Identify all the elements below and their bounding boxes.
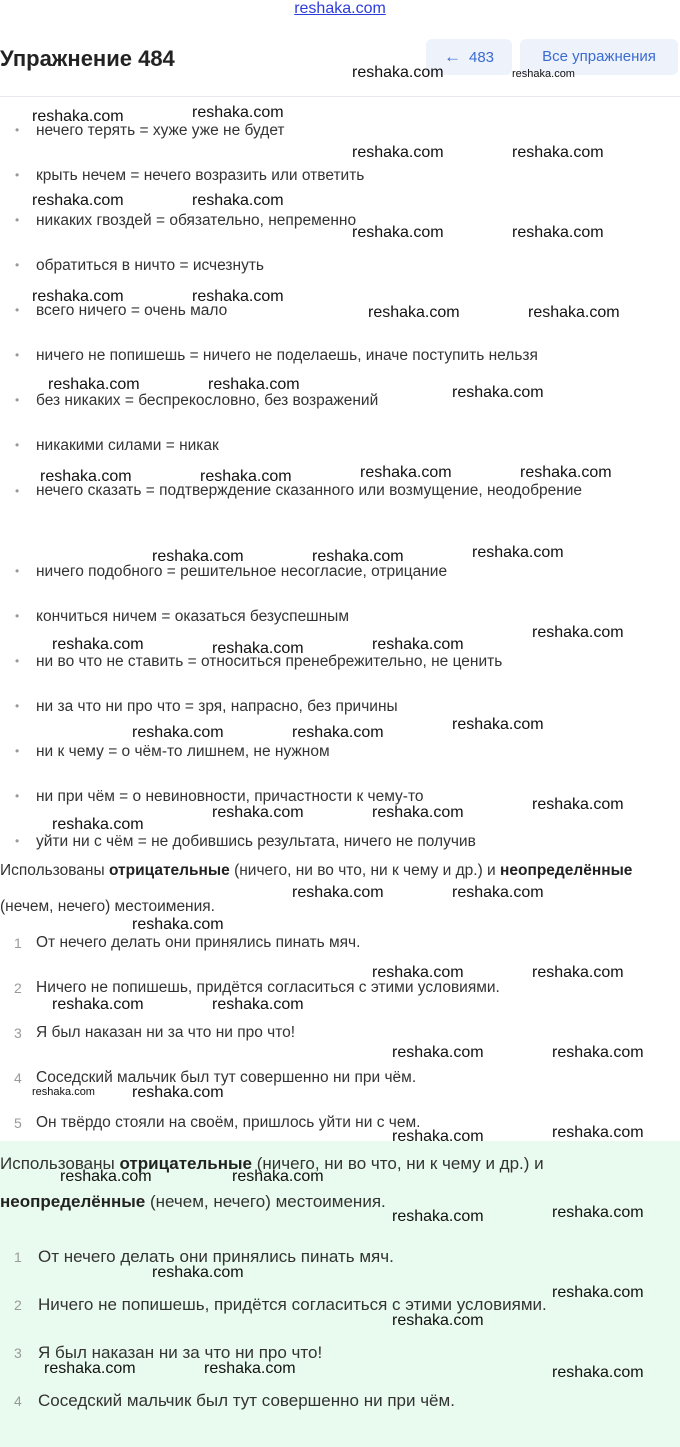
answer-block [0, 1141, 680, 1447]
all-exercises-button[interactable]: Все упражнения [520, 39, 678, 75]
list-item: 5 Он твёрдо стояли на своём, пришлось уйти ни с чем. [14, 1114, 421, 1131]
exercise-header [0, 36, 680, 97]
watermark: reshaka.com [532, 624, 624, 641]
watermark: reshaka.com [232, 1168, 324, 1185]
watermark: reshaka.com [452, 716, 544, 733]
watermark: reshaka.com [352, 144, 444, 161]
list-item: 4 Соседский мальчик был тут совершенно ни при чём. [14, 1069, 417, 1086]
watermark: reshaka.com [312, 548, 404, 565]
watermark: reshaka.com [372, 964, 464, 981]
watermark: reshaka.com [52, 816, 144, 833]
watermark: reshaka.com [392, 1312, 484, 1329]
list-item: • кончиться ничем = оказаться безуспешным [0, 594, 680, 639]
watermark: reshaka.com [452, 884, 544, 901]
watermark: reshaka.com [292, 724, 384, 741]
list-item: 3 Я был наказан ни за что ни про что! [14, 1343, 323, 1362]
watermark: reshaka.com [192, 288, 284, 305]
pronoun-note: Использованы отрицательные (ничего, ни во что, ни к чему и др.) и неопределённые (нечем, нечего) местоимения. [0, 862, 633, 915]
watermark: reshaka.com [512, 68, 575, 80]
watermark: reshaka.com [204, 1360, 296, 1377]
list-item: • уйти ни с чём = не добившись результата, ничего не получив [0, 819, 680, 864]
list-item: 1 От нечего делать они принялись пинать мяч. [14, 934, 361, 951]
watermark: reshaka.com [32, 192, 124, 209]
list-item: 3 Я был наказан ни за что ни про что! [14, 1024, 296, 1041]
watermark: reshaka.com [52, 636, 144, 653]
list-item: • нечего сказать = подтверждение сказанного или возмущение, неодобрение [0, 468, 680, 549]
watermark: reshaka.com [292, 884, 384, 901]
list-item: • ни к чему = о чём-то лишнем, не нужном [0, 729, 680, 774]
watermark: reshaka.com [532, 796, 624, 813]
watermark: reshaka.com [212, 640, 304, 657]
arrow-left-icon: ← [443, 47, 461, 66]
list-item: • ни во что не ставить = относиться пренебрежительно, не ценить [0, 639, 680, 684]
watermark: reshaka.com [368, 304, 460, 321]
watermark: reshaka.com [192, 192, 284, 209]
list-item: • обратиться в ничто = исчезнуть [0, 243, 680, 288]
list-item: • никакими силами = никак [0, 423, 680, 468]
list-item: • ничего подобного = решительное несогласие, отрицание [0, 549, 680, 594]
watermark: reshaka.com [372, 636, 464, 653]
watermark: reshaka.com [200, 468, 292, 485]
list-item: 2 Ничего не попишешь, придётся согласиться с этими условиями. [14, 979, 500, 996]
watermark: reshaka.com [352, 224, 444, 241]
watermark: reshaka.com [512, 224, 604, 241]
list-item: • крыть нечем = нечего возразить или ответить [0, 153, 680, 198]
watermark: reshaka.com [152, 1264, 244, 1281]
list-item: • нечего терять = хуже уже не будет [0, 108, 680, 153]
watermark: reshaka.com [32, 288, 124, 305]
watermark: reshaka.com [132, 916, 224, 933]
watermark: reshaka.com [372, 804, 464, 821]
prev-exercise-label: 483 [468, 49, 495, 66]
watermark: reshaka.com [60, 1168, 152, 1185]
list-item: • ни при чём = о невиновности, причастности к чему-то [0, 774, 680, 819]
list-item: • без никаких = беспрекословно, без возражений [0, 378, 680, 423]
watermark: reshaka.com [152, 548, 244, 565]
list-item: • ничего не попишешь = ничего не поделаешь, иначе поступить нельзя [0, 333, 680, 378]
watermark: reshaka.com [212, 996, 304, 1013]
watermark: reshaka.com [528, 304, 620, 321]
watermark: reshaka.com [392, 1044, 484, 1061]
watermark: reshaka.com [44, 1360, 136, 1377]
watermark: reshaka.com [392, 1208, 484, 1225]
watermark: reshaka.com [352, 64, 444, 81]
watermark: reshaka.com [40, 468, 132, 485]
watermark: reshaka.com [48, 376, 140, 393]
watermark: reshaka.com [452, 384, 544, 401]
sentence-list [0, 925, 680, 1150]
watermark: reshaka.com [192, 104, 284, 121]
watermark: reshaka.com [52, 996, 144, 1013]
watermark: reshaka.com [360, 464, 452, 481]
watermark: reshaka.com [552, 1364, 644, 1381]
site-link[interactable]: reshaka.com [294, 0, 386, 17]
page-title: Упражнение 484 [0, 46, 175, 71]
watermark: reshaka.com [212, 804, 304, 821]
watermark: reshaka.com [208, 376, 300, 393]
watermark: reshaka.com [32, 1086, 95, 1098]
answer-note: Использованы отрицательные (ничего, ни во что, ни к чему и др.) и неопределённые (нечем, нечего) местоимения. [0, 1154, 544, 1211]
watermark: reshaka.com [552, 1284, 644, 1301]
watermark: reshaka.com [472, 544, 564, 561]
prev-exercise-button[interactable] [426, 39, 512, 75]
list-item: • ни за что ни про что = зря, напрасно, без причины [0, 684, 680, 729]
answer-sentence-list [0, 1237, 680, 1429]
watermark: reshaka.com [132, 1084, 224, 1101]
watermark: reshaka.com [552, 1204, 644, 1221]
watermark: reshaka.com [132, 724, 224, 741]
watermark: reshaka.com [520, 464, 612, 481]
watermark: reshaka.com [532, 964, 624, 981]
watermark: reshaka.com [552, 1044, 644, 1061]
watermark: reshaka.com [512, 144, 604, 161]
idiom-list [0, 108, 680, 864]
list-item: 4 Соседский мальчик был тут совершенно ни при чём. [14, 1391, 455, 1410]
list-item: 1 От нечего делать они принялись пинать мяч. [14, 1247, 394, 1266]
list-item: • всего ничего = очень мало [0, 288, 680, 333]
list-item: • никаких гвоздей = обязательно, непременно [0, 198, 680, 243]
watermark: reshaka.com [392, 1128, 484, 1145]
watermark: reshaka.com [32, 108, 124, 125]
list-item: 2 Ничего не попишешь, придётся согласиться с этими условиями. [14, 1295, 547, 1314]
watermark: reshaka.com [552, 1124, 644, 1141]
